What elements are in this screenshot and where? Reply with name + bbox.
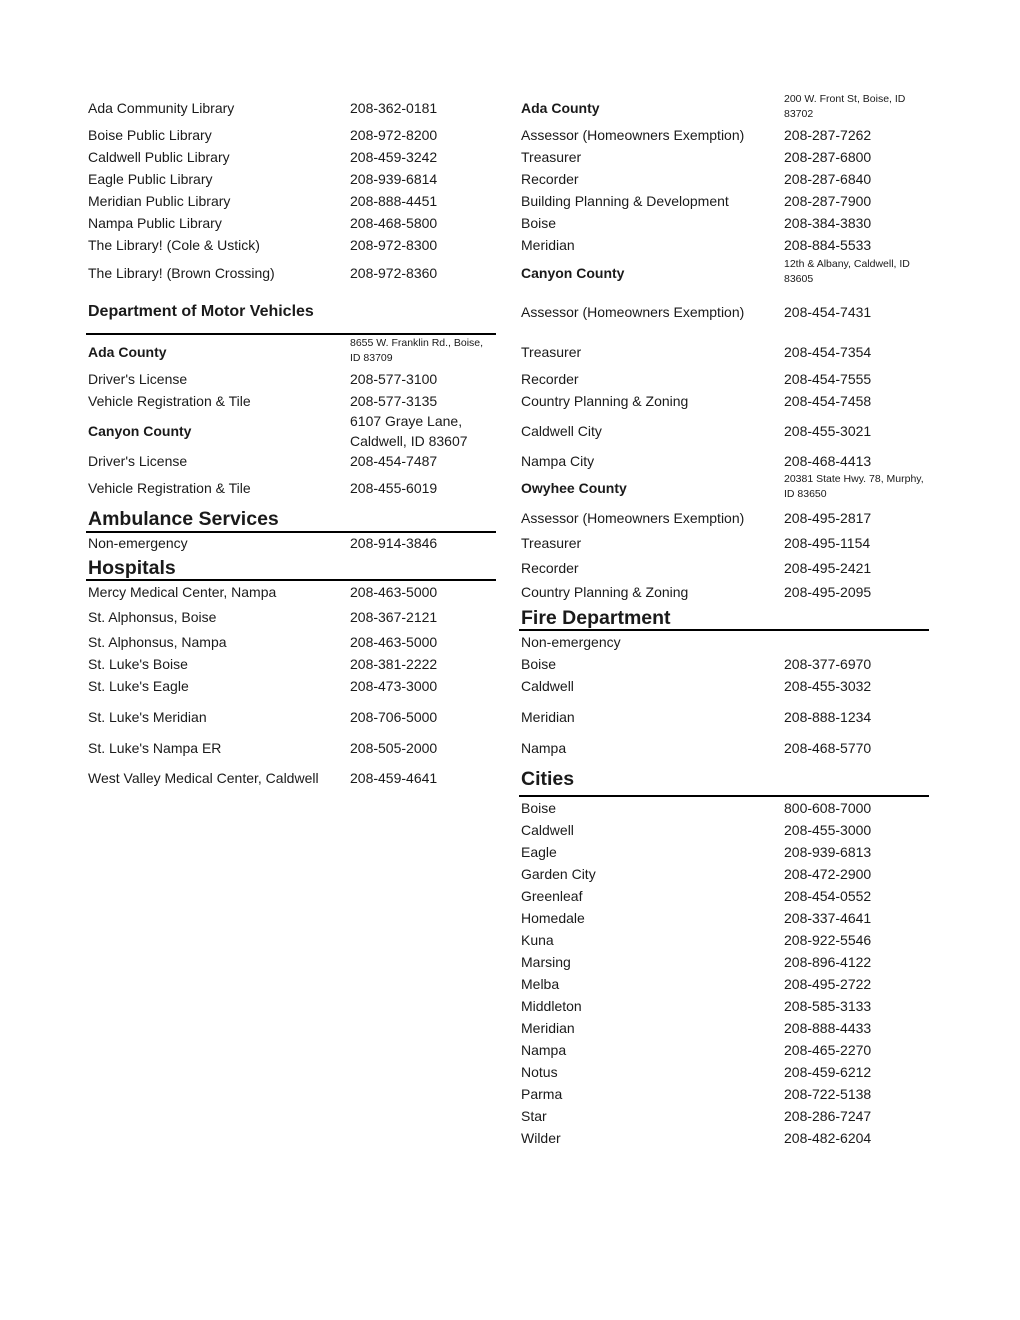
section-divider bbox=[519, 629, 929, 631]
canyon-county-label: Canyon County bbox=[521, 265, 625, 281]
ada-county-address: 200 W. Front St, Boise, ID 83702 bbox=[784, 93, 906, 120]
city-name: Notus bbox=[521, 1064, 558, 1080]
library-phone: 208-459-3242 bbox=[350, 149, 438, 165]
dmv-service-name: Vehicle Registration & Tile bbox=[88, 480, 251, 496]
ambulance-heading: Ambulance Services bbox=[88, 508, 279, 530]
library-name: The Library! (Brown Crossing) bbox=[88, 265, 275, 281]
county-office-name: Nampa City bbox=[521, 453, 595, 469]
county-office-name: Recorder bbox=[521, 560, 579, 576]
county-office-name: Treasurer bbox=[521, 149, 582, 165]
cities-heading: Cities bbox=[521, 768, 575, 790]
county-office-name: Treasurer bbox=[521, 535, 582, 551]
dmv-service-phone: 208-454-7487 bbox=[350, 453, 438, 469]
city-phone: 208-286-7247 bbox=[784, 1108, 872, 1124]
city-name: Parma bbox=[521, 1086, 563, 1102]
city-phone: 208-939-6813 bbox=[784, 844, 872, 860]
city-phone: 208-722-5138 bbox=[784, 1086, 872, 1102]
city-phone: 208-495-2722 bbox=[784, 976, 872, 992]
city-phone: 208-888-4433 bbox=[784, 1020, 872, 1036]
library-name: The Library! (Cole & Ustick) bbox=[88, 237, 260, 253]
city-name: Eagle bbox=[521, 844, 557, 860]
city-phone: 208-482-6204 bbox=[784, 1130, 872, 1146]
hospital-phone: 208-706-5000 bbox=[350, 709, 438, 725]
county-office-name: Recorder bbox=[521, 171, 579, 187]
county-office-phone: 208-454-7354 bbox=[784, 344, 872, 360]
fire-station-phone: 208-455-3032 bbox=[784, 678, 872, 694]
city-phone: 208-922-5546 bbox=[784, 932, 872, 948]
library-phone: 208-939-6814 bbox=[350, 171, 438, 187]
city-name: Garden City bbox=[521, 866, 596, 882]
hospital-name: St. Luke's Boise bbox=[88, 656, 188, 672]
hospital-phone: 208-473-3000 bbox=[350, 678, 438, 694]
section-divider bbox=[86, 333, 496, 335]
hospital-name: West Valley Medical Center, Caldwell bbox=[88, 770, 319, 786]
county-office-phone: 208-495-2095 bbox=[784, 584, 872, 600]
library-name: Eagle Public Library bbox=[88, 171, 213, 187]
ambulance-service-phone: 208-914-3846 bbox=[350, 535, 438, 551]
city-phone: 208-337-4641 bbox=[784, 910, 872, 926]
city-name: Greenleaf bbox=[521, 888, 583, 904]
county-office-name: Assessor (Homeowners Exemption) bbox=[521, 510, 745, 526]
hospitals-heading: Hospitals bbox=[88, 557, 176, 579]
hospital-phone: 208-463-5000 bbox=[350, 584, 438, 600]
canyon-county-dmv-address-line2: Caldwell, ID 83607 bbox=[350, 433, 468, 449]
city-phone: 208-896-4122 bbox=[784, 954, 872, 970]
city-name: Middleton bbox=[521, 998, 582, 1014]
fire-station-name: Nampa bbox=[521, 740, 567, 756]
city-name: Homedale bbox=[521, 910, 585, 926]
county-office-phone: 208-287-7900 bbox=[784, 193, 872, 209]
ambulance-service-name: Non-emergency bbox=[88, 535, 188, 551]
library-phone: 208-468-5800 bbox=[350, 215, 438, 231]
dmv-service-phone: 208-577-3135 bbox=[350, 393, 438, 409]
fire-station-name: Meridian bbox=[521, 709, 575, 725]
city-phone: 208-455-3000 bbox=[784, 822, 872, 838]
fire-department-heading: Fire Department bbox=[521, 607, 671, 629]
fire-station-name: Boise bbox=[521, 656, 557, 672]
hospital-name: St. Luke's Nampa ER bbox=[88, 740, 222, 756]
county-office-phone: 208-454-7431 bbox=[784, 304, 872, 320]
library-phone: 208-972-8300 bbox=[350, 237, 438, 253]
hospital-name: St. Alphonsus, Nampa bbox=[88, 634, 227, 650]
library-phone: 208-972-8360 bbox=[350, 265, 438, 281]
county-office-phone: 208-495-1154 bbox=[784, 535, 871, 551]
city-phone: 208-472-2900 bbox=[784, 866, 872, 882]
hospital-phone: 208-463-5000 bbox=[350, 634, 438, 650]
county-office-phone: 208-495-2817 bbox=[784, 510, 872, 526]
dmv-service-name: Driver's License bbox=[88, 453, 188, 469]
library-name: Meridian Public Library bbox=[88, 193, 231, 209]
county-office-phone: 208-495-2421 bbox=[784, 560, 872, 576]
city-name: Marsing bbox=[521, 954, 571, 970]
county-office-phone: 208-454-7555 bbox=[784, 371, 872, 387]
city-name: Melba bbox=[521, 976, 560, 992]
fire-station-phone: 208-888-1234 bbox=[784, 709, 872, 725]
county-office-name: Country Planning & Zoning bbox=[521, 584, 689, 600]
hospital-name: Mercy Medical Center, Nampa bbox=[88, 584, 277, 600]
canyon-county-address: 12th & Albany, Caldwell, ID 83605 bbox=[784, 258, 910, 285]
ada-county-label: Ada County bbox=[521, 100, 600, 116]
dmv-service-phone: 208-455-6019 bbox=[350, 480, 438, 496]
county-office-phone: 208-287-7262 bbox=[784, 127, 872, 143]
city-name: Nampa bbox=[521, 1042, 567, 1058]
county-office-name: Caldwell City bbox=[521, 423, 602, 439]
library-name: Nampa Public Library bbox=[88, 215, 222, 231]
library-name: Ada Community Library bbox=[88, 100, 235, 116]
dmv-service-name: Vehicle Registration & Tile bbox=[88, 393, 251, 409]
library-phone: 208-972-8200 bbox=[350, 127, 438, 143]
hospital-name: St. Alphonsus, Boise bbox=[88, 609, 217, 625]
hospital-phone: 208-505-2000 bbox=[350, 740, 438, 756]
county-office-phone: 208-468-4413 bbox=[784, 453, 872, 469]
dmv-service-phone: 208-577-3100 bbox=[350, 371, 438, 387]
county-office-name: Treasurer bbox=[521, 344, 582, 360]
city-name: Meridian bbox=[521, 1020, 575, 1036]
ada-county-dmv-label: Ada County bbox=[88, 344, 167, 360]
city-name: Boise bbox=[521, 800, 557, 816]
canyon-county-dmv-label: Canyon County bbox=[88, 423, 192, 439]
county-office-phone: 208-455-3021 bbox=[784, 423, 872, 439]
hospital-name: St. Luke's Meridian bbox=[88, 709, 207, 725]
section-divider bbox=[86, 531, 496, 533]
county-office-phone: 208-287-6800 bbox=[784, 149, 872, 165]
city-phone: 208-454-0552 bbox=[784, 888, 872, 904]
city-phone: 208-585-3133 bbox=[784, 998, 872, 1014]
fire-station-phone: 208-377-6970 bbox=[784, 656, 872, 672]
city-phone: 208-465-2270 bbox=[784, 1042, 872, 1058]
fire-station-name: Caldwell bbox=[521, 678, 574, 694]
county-office-name: Assessor (Homeowners Exemption) bbox=[521, 127, 745, 143]
canyon-county-dmv-address-line1: 6107 Graye Lane, bbox=[350, 413, 463, 429]
owyhee-county-address: 20381 State Hwy. 78, Murphy, ID 83650 bbox=[784, 473, 924, 500]
hospital-phone: 208-381-2222 bbox=[350, 656, 438, 672]
city-phone: 800-608-7000 bbox=[784, 800, 872, 816]
library-name: Boise Public Library bbox=[88, 127, 212, 143]
city-name: Kuna bbox=[521, 932, 554, 948]
county-office-phone: 208-384-3830 bbox=[784, 215, 872, 231]
hospital-phone: 208-459-4641 bbox=[350, 770, 438, 786]
fire-station-phone: 208-468-5770 bbox=[784, 740, 872, 756]
county-office-name: Country Planning & Zoning bbox=[521, 393, 689, 409]
county-office-name: Meridian bbox=[521, 237, 575, 253]
owyhee-county-label: Owyhee County bbox=[521, 480, 627, 496]
city-name: Wilder bbox=[521, 1130, 561, 1146]
city-name: Caldwell bbox=[521, 822, 574, 838]
county-office-phone: 208-287-6840 bbox=[784, 171, 872, 187]
ada-county-dmv-address: 8655 W. Franklin Rd., Boise, ID 83709 bbox=[350, 337, 484, 364]
library-name: Caldwell Public Library bbox=[88, 149, 230, 165]
city-name: Star bbox=[521, 1108, 547, 1124]
city-phone: 208-459-6212 bbox=[784, 1064, 872, 1080]
county-office-phone: 208-454-7458 bbox=[784, 393, 872, 409]
dmv-service-name: Driver's License bbox=[88, 371, 188, 387]
library-phone: 208-362-0181 bbox=[350, 100, 438, 116]
fire-non-emergency-label: Non-emergency bbox=[521, 634, 621, 650]
hospital-phone: 208-367-2121 bbox=[350, 609, 438, 625]
county-office-name: Assessor (Homeowners Exemption) bbox=[521, 304, 745, 320]
hospital-name: St. Luke's Eagle bbox=[88, 678, 189, 694]
section-divider bbox=[519, 795, 929, 797]
county-office-name: Building Planning & Development bbox=[521, 193, 729, 209]
library-phone: 208-888-4451 bbox=[350, 193, 438, 209]
section-divider bbox=[86, 579, 496, 581]
county-office-name: Boise bbox=[521, 215, 557, 231]
dmv-heading: Department of Motor Vehicles bbox=[88, 303, 314, 320]
county-office-name: Recorder bbox=[521, 371, 579, 387]
county-office-phone: 208-884-5533 bbox=[784, 237, 872, 253]
